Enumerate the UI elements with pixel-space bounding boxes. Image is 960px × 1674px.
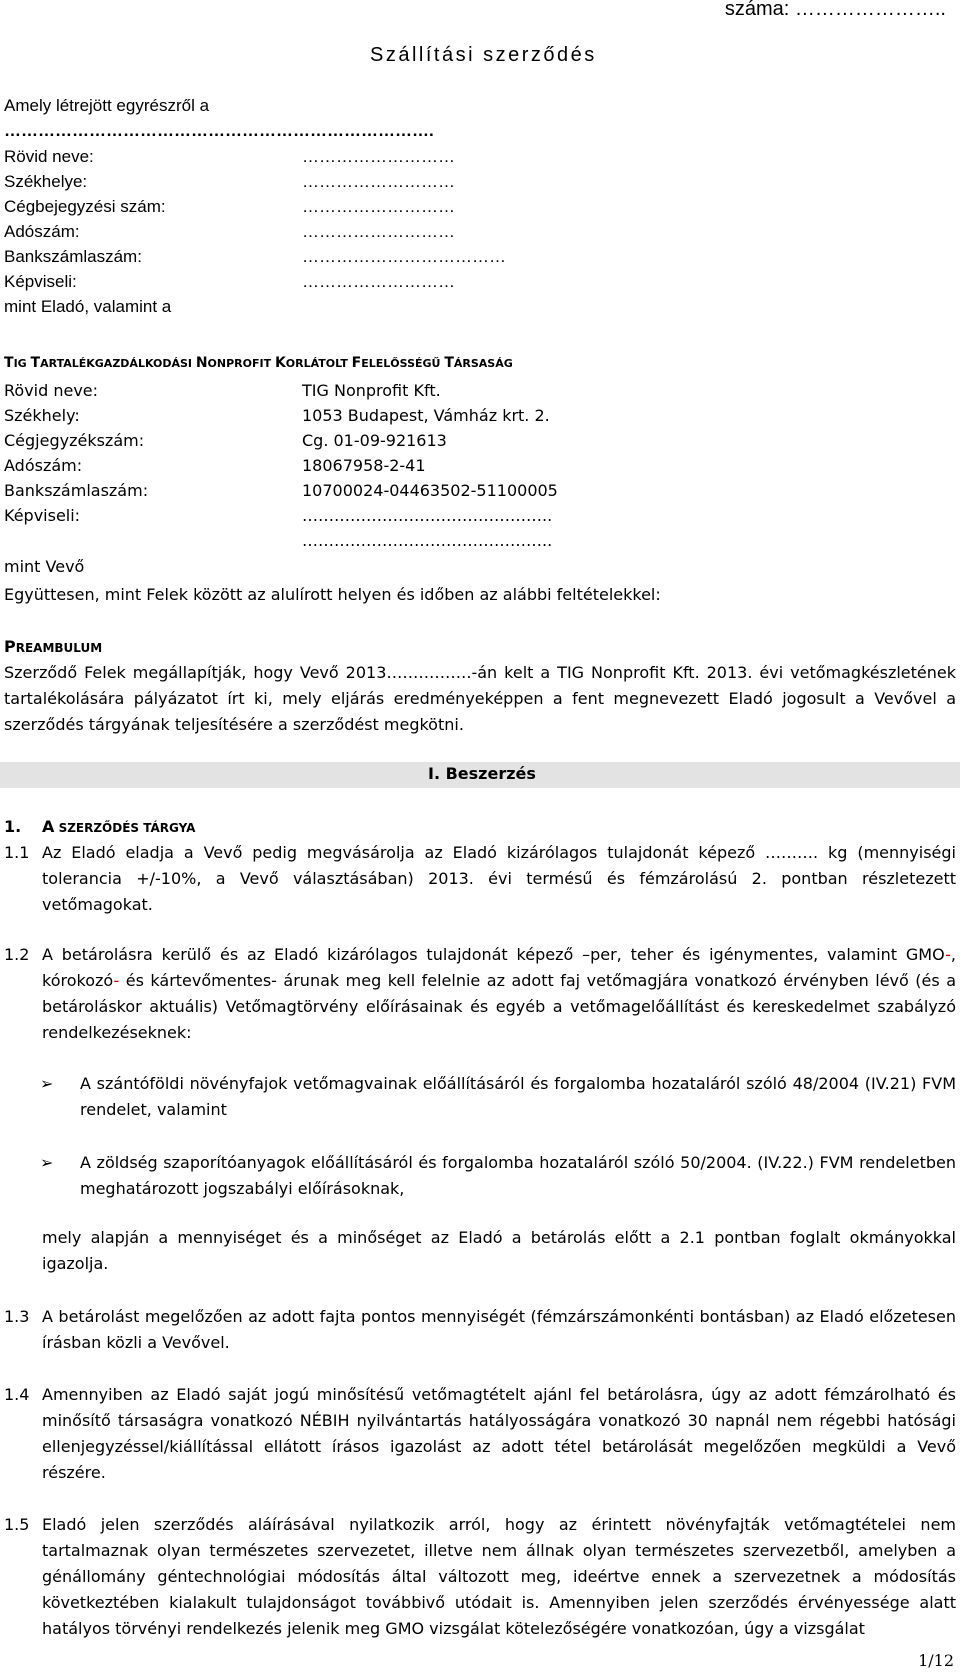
buyer-representative-label: Képviseli: bbox=[4, 506, 81, 525]
seller-seat-label: Székhelye: bbox=[4, 172, 88, 191]
clause-1-4: 1.4 Amennyiben az Eladó saját jogú minősítésű vetőmagtételt ajánl fel betárolásra, úgy az adott fémzárolható és minősítő társaságra vonatkozó NÉBIH nyilvántartás hatályosságára vonatkozó 30 napnál nem régebbi hatósági ellenjegyzéssel/kiállítással ellátott írásos igazolást az adott tétel betárolását megelőzően megküldi a Vevő részére. bbox=[4, 1385, 956, 1482]
seller-registration-value: ……………………… bbox=[302, 197, 455, 216]
bullets-conclusion: mely alapján a mennyiséget és a minőséget az Eladó a betárolás előtt a 2.1 pontban foglalt okmányokkal igazolja. bbox=[42, 1228, 956, 1273]
preamble-text: Szerződő Felek megállapítják, hogy Vevő 2013…………….-án kelt a TIG Nonprofit Kft. 2013. évi vetőmagkészletének tartalékolására pályázatot írt ki, mely eljárás eredményeképpen a fent megnevezett Eladó jogosult a Vevővel a szerződés tárgyának teljesítésére a szerződést megkötni. bbox=[4, 663, 956, 734]
buyer-representative-value: ……………………………………….. bbox=[302, 506, 553, 525]
seller-tax-label: Adószám: bbox=[4, 222, 80, 241]
bullet-item: ➢ A zöldség szaporítóanyagok előállításáról és forgalomba hozataláról szóló 50/2004. (IV.22.) FVM rendeletben meghatározott jogszabályi előírásoknak, bbox=[40, 1150, 956, 1202]
bullet-item: ➢ A szántóföldi növényfajok vetőmagvainak előállításáról és forgalomba hozataláról szóló 48/2004 (IV.21) FVM rendelet, valamint bbox=[40, 1071, 956, 1123]
buyer-registration-value: Cg. 01-09-921613 bbox=[302, 431, 447, 450]
buyer-short-name-value: TIG Nonprofit Kft. bbox=[302, 381, 441, 400]
seller-tax-value: ……………………… bbox=[302, 222, 455, 241]
buyer-seat-label: Székhely: bbox=[4, 406, 80, 425]
seller-role: mint Eladó, valamint a bbox=[4, 297, 172, 316]
seller-short-name-label: Rövid neve: bbox=[4, 147, 94, 166]
intro-text: Amely létrejött egyrészről a bbox=[4, 96, 210, 115]
clause-1-5: 1.5 Eladó jelen szerződés aláírásával nyilatkozik arról, hogy az érintett növényfajták vetőmagtételei nem tartalmaznak olyan természetes szervezetet, illetve nem állnak olyan természetes szervezetből, amelyben a génállomány géntechnológiai módosítás által változott meg, ideértve ennek a szervezetnek a módosítás következtében kialakult tulajdonságot továbbivő utódait is. Amennyiben jelen szerződés érvényessége alatt hatályos törvényi rendelkezés jelenik meg GMO vizsgálat kötelezőségére vonatkozóan, úgy a vizsgálat bbox=[4, 1515, 956, 1638]
section-heading-bar bbox=[0, 762, 960, 788]
parties-statement: Együttesen, mint Felek között az alulírott helyen és időben az alábbi feltételekkel: bbox=[4, 585, 661, 604]
seller-representative-label: Képviseli: bbox=[4, 272, 77, 291]
subject-heading: 1. A SZERZŐDÉS TÁRGYA bbox=[4, 817, 196, 836]
seller-bank-value: ……………………………… bbox=[302, 247, 506, 266]
seller-seat-value: ……………………… bbox=[302, 172, 455, 191]
buyer-seat-value: 1053 Budapest, Vámház krt. 2. bbox=[302, 406, 550, 425]
page-number: 1/12 bbox=[918, 1651, 954, 1670]
buyer-registration-label: Cégjegyzékszám: bbox=[4, 431, 145, 450]
contract-number: száma: ………………….. bbox=[724, 0, 946, 20]
seller-representative-value: ……………………… bbox=[302, 272, 455, 291]
buyer-tax-value: 18067958-2-41 bbox=[302, 456, 426, 475]
seller-registration-label: Cégbejegyzési szám: bbox=[4, 197, 166, 216]
clause-1-3: 1.3 A betárolást megelőzően az adott fajta pontos mennyiségét (fémzárszámonkénti bontásban) az Eladó előzetesen írásban közli a Vevővel. bbox=[4, 1307, 956, 1352]
clause-1-2: 1.2 A betárolásra kerülő és az Eladó kizárólagos tulajdonát képező –per, teher és igénymentes, valamint GMO-, kórokozó- és kártevőmentes- árunak meg kell felelnie az adott faj vetőmagjára vonatkozó érvényben lévő (és a betároláskor aktuális) Vetőmagtörvény előírásainak és egyéb a vetőmagelőállítást és kereskedelmet szabályzó rendelkezéseknek: bbox=[4, 945, 956, 1042]
buyer-role: mint Vevő bbox=[4, 557, 85, 576]
arrow-bullet-icon: ➢ bbox=[40, 1153, 54, 1172]
seller-short-name-value: ……………………… bbox=[302, 147, 455, 166]
document-title: Szállítási szerződés bbox=[370, 44, 597, 66]
buyer-tax-label: Adószám: bbox=[4, 456, 83, 475]
section-heading: I. Beszerzés bbox=[428, 764, 536, 783]
seller-name-placeholder: …………………………………………………………………. bbox=[4, 121, 434, 140]
buyer-short-name-label: Rövid neve: bbox=[4, 381, 99, 400]
preamble-heading: PREAMBULUM bbox=[4, 637, 103, 656]
arrow-bullet-icon: ➢ bbox=[40, 1074, 54, 1093]
seller-bank-label: Bankszámlaszám: bbox=[4, 247, 142, 266]
clause-1-1: 1.1 Az Eladó eladja a Vevő pedig megvásárolja az Eladó kizárólagos tulajdonát képező ………. kg (mennyiségi tolerancia +/-10%, a Vevő választásában) 2013. évi termésű és fémzárolású 2. pontban részletezett vetőmagokat. bbox=[4, 843, 956, 914]
buyer-representative-extra: ……………………………………….. bbox=[302, 531, 553, 550]
buyer-company-name: TIG TARTALÉKGAZDÁLKODÁSI NONPROFIT KORLÁTOLT FELELŐSSÉGŰ TÁRSASÁG bbox=[4, 355, 513, 371]
buyer-bank-label: Bankszámlaszám: bbox=[4, 481, 149, 500]
buyer-bank-value: 10700024-04463502-51100005 bbox=[302, 481, 558, 500]
